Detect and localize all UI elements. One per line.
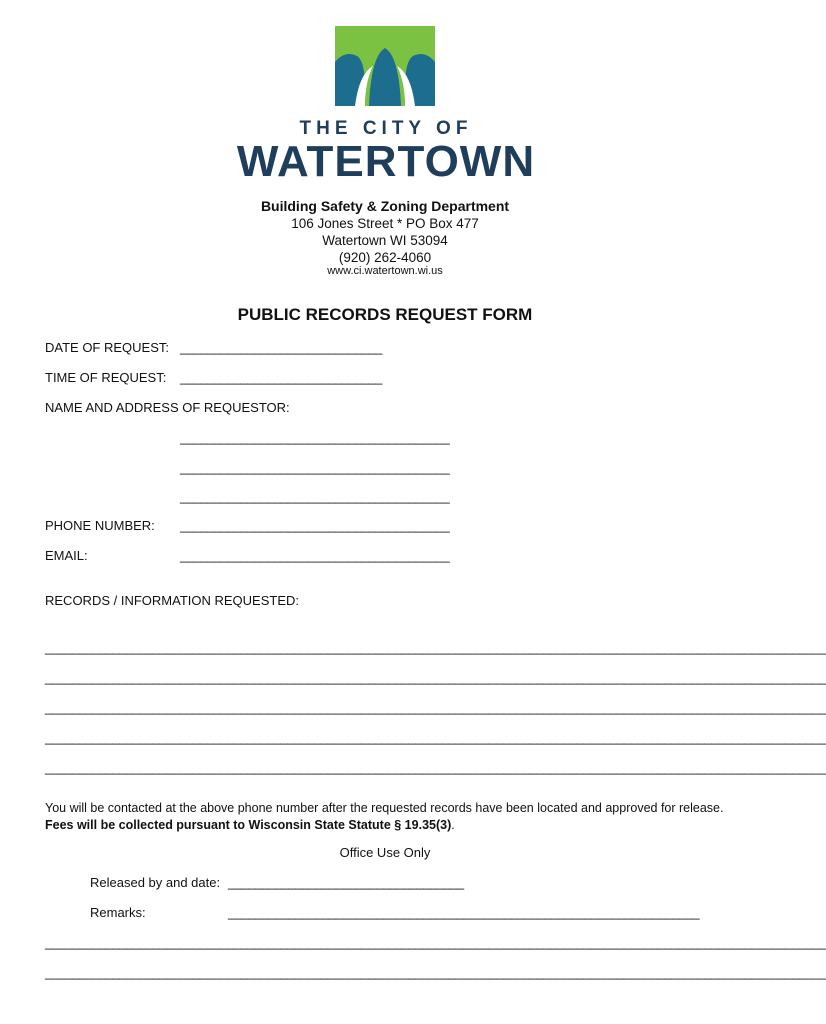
records-line-3[interactable]: ____________________________________________________________________________________________________________________ bbox=[45, 700, 826, 715]
date-field[interactable]: ______________________________ bbox=[180, 340, 382, 355]
notice-text: You will be contacted at the above phone number after the requested records have been located and approved for release. bbox=[45, 801, 724, 815]
records-line-2[interactable]: ____________________________________________________________________________________________________________________ bbox=[45, 670, 826, 685]
arches-logo-mark bbox=[335, 26, 435, 106]
time-label: TIME OF REQUEST: bbox=[45, 370, 167, 385]
phone-label: PHONE NUMBER: bbox=[45, 518, 155, 533]
phone-number: (920) 262-4060 bbox=[338, 250, 432, 265]
logo-wordmark: WATERTOWN bbox=[236, 137, 536, 186]
city-address: Watertown WI 53094 bbox=[322, 233, 448, 248]
form-title: PUBLIC RECORDS REQUEST FORM bbox=[237, 305, 533, 324]
time-field[interactable]: ______________________________ bbox=[180, 370, 382, 385]
office-use-heading: Office Use Only bbox=[339, 845, 431, 860]
department-name: Building Safety & Zoning Department bbox=[260, 198, 510, 214]
address-line-1[interactable]: ________________________________________ bbox=[180, 430, 450, 445]
released-field[interactable]: ___________________________________ bbox=[228, 875, 464, 890]
remarks-label: Remarks: bbox=[90, 905, 146, 920]
records-line-5[interactable]: ____________________________________________________________________________________________________________________ bbox=[45, 760, 826, 775]
email-label: EMAIL: bbox=[45, 548, 88, 563]
logo-tagline: THE CITY OF bbox=[299, 118, 473, 139]
date-label: DATE OF REQUEST: bbox=[45, 340, 169, 355]
address-line-2[interactable]: ________________________________________ bbox=[180, 460, 450, 475]
email-field[interactable]: ________________________________________ bbox=[180, 548, 450, 563]
records-line-4[interactable]: ____________________________________________________________________________________________________________________ bbox=[45, 730, 826, 745]
website-link[interactable]: www.ci.watertown.wi.us bbox=[327, 265, 443, 277]
fees-statute-note: Fees will be collected pursuant to Wisconsin State Statute § 19.35(3) bbox=[45, 818, 452, 832]
name-address-label: NAME AND ADDRESS OF REQUESTOR: bbox=[45, 400, 290, 415]
records-label: RECORDS / INFORMATION REQUESTED: bbox=[45, 593, 299, 608]
notice-paragraph bbox=[45, 800, 735, 834]
street-address: 106 Jones Street * PO Box 477 bbox=[291, 216, 479, 231]
city-logo bbox=[218, 26, 554, 186]
remarks-field[interactable]: ______________________________________________________________________ bbox=[228, 905, 700, 920]
released-label: Released by and date: bbox=[90, 875, 221, 890]
remarks-line-3[interactable]: ____________________________________________________________________________________________________________________ bbox=[45, 965, 826, 980]
phone-field[interactable]: ________________________________________ bbox=[180, 518, 450, 533]
notice-end: . bbox=[451, 818, 455, 832]
address-line-3[interactable]: ________________________________________ bbox=[180, 489, 450, 504]
remarks-line-2[interactable]: ____________________________________________________________________________________________________________________ bbox=[45, 935, 826, 950]
records-line-1[interactable]: ____________________________________________________________________________________________________________________ bbox=[45, 640, 826, 655]
